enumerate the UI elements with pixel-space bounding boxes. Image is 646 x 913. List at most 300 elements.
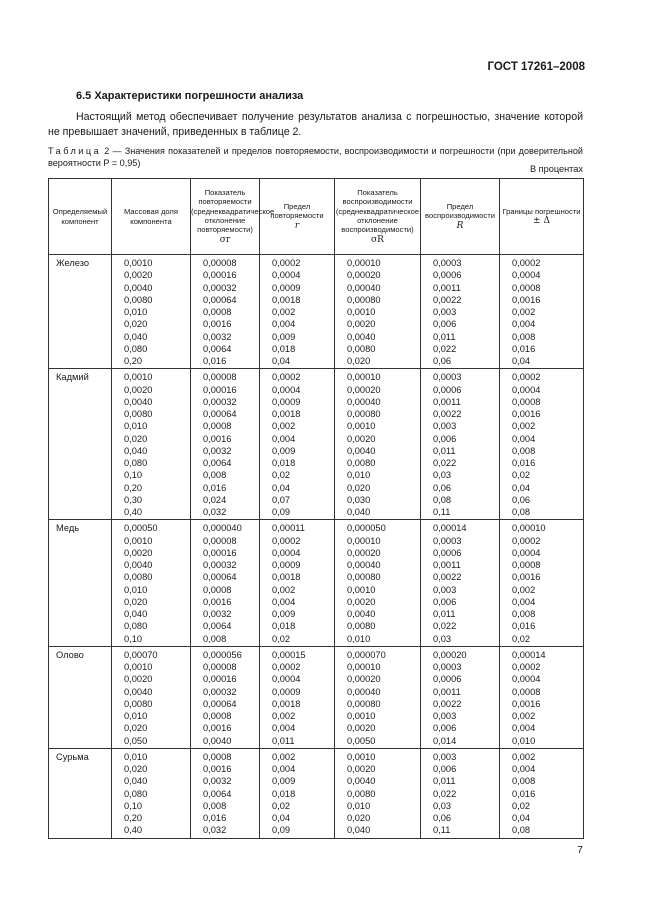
value: 0,0009 [272,282,301,293]
value: 0,09 [272,507,291,517]
value: 0,010 [124,421,148,432]
value: 0,0016 [203,319,232,330]
reproducibility-limit-cell [421,646,500,748]
repeatability-sd-cell [191,748,260,838]
value: 0,020 [124,723,148,734]
value: 0,020 [124,596,148,607]
error-bounds-cell [500,255,584,369]
repeatability-sd-cell [191,646,260,748]
value: 0,00064 [203,409,237,419]
component-cell [49,255,112,369]
value: 0,0022 [433,294,462,305]
value: 0,00032 [203,396,237,407]
value: 0,004 [512,764,536,774]
value: 0,20 [124,482,143,493]
value: 0,040 [347,507,371,517]
value: 0,0080 [124,698,153,709]
value: 0,032 [203,507,227,517]
table-header-row [49,179,584,255]
value: 0,00008 [203,372,237,383]
value: 0,04 [272,356,291,366]
value: 0,0020 [347,723,376,734]
value: 0,030 [347,494,371,505]
value: 0,016 [203,356,227,366]
value: 0,11 [433,825,451,836]
value: 0,11 [433,507,451,517]
value: 0,09 [272,825,291,836]
value: 0,010 [124,711,148,721]
value: 0,010 [347,800,371,811]
value: 0,0040 [124,396,153,407]
value: 0,04 [272,813,291,823]
header-repeatability-limit-symbol: r [294,220,300,231]
value: 0,0004 [272,384,301,395]
value: 0,06 [433,356,452,366]
value: 0,10 [124,633,143,644]
value: 0,0006 [433,547,462,558]
value: 0,0004 [512,270,541,281]
value: 0,00008 [203,535,237,546]
value: 0,020 [124,433,148,444]
value: 0,02 [512,470,531,481]
component-cell [49,369,112,520]
header-mass-fraction [112,179,191,255]
value: 0,006 [433,433,457,444]
reproducibility-sd-cell [335,646,421,748]
error-bounds-cell [500,369,584,520]
table-units: В процентах [529,164,583,174]
value: 0,002 [272,711,296,721]
value: 0,0010 [124,258,153,268]
mass-fraction-cell [112,748,191,838]
value: 0,008 [203,470,227,481]
value: 0,0080 [347,458,376,468]
value: 0,080 [124,621,148,632]
value: 0,010 [347,633,371,644]
value: 0,0020 [124,674,153,685]
value: 0,020 [347,356,371,366]
value: 0,00020 [347,674,381,685]
reproducibility-sd-cell [335,748,421,838]
value: 0,00010 [347,258,381,268]
value: 0,003 [433,584,457,595]
intro-paragraph: Настоящий метод обеспечивает получение результатов анализа с погрешностью, значение которой не превышает значений, приведенных в таблице 2. [48,111,583,138]
value: 0,0009 [272,686,301,697]
value: 0,08 [512,507,531,517]
value: 0,02 [272,800,291,811]
value: 0,0020 [347,764,376,774]
header-reproducibility-limit-symbol: R [456,220,464,231]
value: 0,040 [347,825,371,836]
error-bounds-cell [500,748,584,838]
value: 0,011 [433,609,456,619]
value: 0,002 [272,751,296,762]
value: 0,002 [512,711,536,721]
component-name: Медь [56,523,80,534]
mass-fraction-cell [112,255,191,369]
value: 0,0018 [272,698,301,709]
table-row [49,646,584,748]
value: 0,0050 [347,735,376,746]
value: 0,008 [512,445,536,456]
value: 0,03 [433,633,452,644]
value: 0,040 [124,609,148,619]
value: 0,0032 [203,776,232,787]
value: 0,0004 [272,674,301,685]
value: 0,0002 [512,372,541,383]
value: 0,00080 [347,294,381,305]
value: 0,018 [272,458,296,468]
value: 0,0008 [203,584,232,595]
value: 0,010 [124,751,148,762]
value: 0,004 [512,433,536,444]
value: 0,0080 [347,621,376,632]
reproducibility-limit-cell [421,369,500,520]
header-reproducibility-limit [421,179,500,255]
header-reproducibility-sd-symbol: σR [371,234,384,245]
table-row [49,369,584,520]
value: 0,00080 [347,572,381,583]
value: 0,0016 [203,723,232,734]
value: 0,06 [433,482,452,493]
value: 0,003 [433,711,457,721]
header-repeatability-limit [260,179,335,255]
value: 0,002 [512,307,536,317]
value: 0,0008 [203,751,232,762]
header-component-text: Определяемый компонент [52,207,108,226]
section-title: 6.5 Характеристики погрешности анализа [76,90,304,102]
value: 0,02 [272,470,291,481]
value: 0,0040 [124,282,153,293]
value: 0,10 [124,800,143,811]
value: 0,0018 [272,572,301,583]
value: 0,00080 [347,409,381,419]
value: 0,0016 [203,596,232,607]
value: 0,0008 [512,560,541,570]
value: 0,0002 [512,535,541,546]
value: 0,0004 [512,547,541,558]
table-body [49,255,584,839]
reproducibility-limit-cell [421,255,500,369]
value: 0,006 [433,319,457,330]
table-row [49,748,584,838]
value: 0,0003 [433,258,462,268]
value: 0,00020 [347,384,381,395]
value: 0,0003 [433,662,462,672]
value: 0,016 [203,813,227,823]
value: 0,002 [512,584,536,595]
value: 0,02 [272,633,291,644]
value: 0,40 [124,507,143,517]
reproducibility-limit-cell [421,520,500,647]
value: 0,018 [272,621,296,632]
value: 0,00011 [272,523,305,534]
header-reproducibility-sd [335,179,421,255]
value: 0,00032 [203,686,237,697]
value: 0,0004 [272,547,301,558]
value: 0,30 [124,494,143,505]
value: 0,002 [272,421,296,432]
value: 0,014 [433,735,457,746]
value: 0,04 [512,482,531,493]
value: 0,009 [272,331,296,342]
value: 0,0008 [512,282,541,293]
value: 0,0016 [512,294,541,305]
value: 0,03 [433,470,452,481]
value: 0,0080 [124,409,153,419]
value: 0,020 [347,813,371,823]
value: 0,00032 [203,282,237,293]
value: 0,008 [512,331,536,342]
reproducibility-sd-cell [335,255,421,369]
value: 0,00064 [203,698,237,709]
value: 0,04 [272,482,291,493]
value: 0,002 [512,421,536,432]
value: 0,0020 [124,384,153,395]
value: 0,03 [433,800,452,811]
value: 0,08 [512,825,531,836]
value: 0,0080 [347,788,376,799]
header-mass-fraction-text: Массовая доля компонента [124,207,178,226]
value: 0,0040 [347,445,376,456]
value: 0,020 [124,319,148,330]
table-caption [48,145,583,170]
value: 0,00032 [203,560,237,570]
value: 0,00040 [347,282,381,293]
value: 0,0008 [512,396,541,407]
repeatability-limit-cell [260,255,335,369]
value: 0,00040 [347,396,381,407]
value: 0,0011 [433,282,461,293]
repeatability-limit-cell [260,646,335,748]
mass-fraction-cell [112,646,191,748]
value: 0,006 [433,764,457,774]
value: 0,0006 [433,384,462,395]
value: 0,000040 [203,523,242,534]
value: 0,009 [272,609,296,619]
value: 0,018 [272,343,296,354]
value: 0,000050 [347,523,386,534]
header-reproducibility-sd-text: Показатель воспроизводимости (среднеквадратическое отклонение воспроизводимости) [335,187,420,235]
value: 0,00040 [347,686,381,697]
value: 0,0040 [124,686,153,697]
value: 0,00020 [347,270,381,281]
value: 0,010 [347,470,371,481]
value: 0,0022 [433,409,462,419]
value: 0,0040 [347,331,376,342]
value: 0,008 [512,609,536,619]
value: 0,0008 [203,307,232,317]
value: 0,004 [272,319,296,330]
value: 0,0016 [512,698,541,709]
value: 0,0011 [433,560,461,570]
value: 0,0020 [124,547,153,558]
value: 0,00016 [203,674,237,685]
value: 0,40 [124,825,143,836]
value: 0,00064 [203,294,237,305]
value: 0,011 [433,445,456,456]
value: 0,07 [272,494,291,505]
repeatability-limit-cell [260,520,335,647]
value: 0,0009 [272,560,301,570]
value: 0,0080 [124,572,153,583]
value: 0,0064 [203,788,232,799]
component-cell [49,748,112,838]
value: 0,050 [124,735,148,746]
value: 0,000056 [203,649,242,660]
value: 0,08 [433,494,452,505]
value: 0,002 [512,751,536,762]
component-name: Кадмий [56,372,89,383]
value: 0,00070 [124,649,158,660]
value: 0,018 [272,788,296,799]
value: 0,022 [433,343,457,354]
value: 0,004 [272,723,296,734]
value: 0,06 [512,494,531,505]
value: 0,00010 [512,523,546,534]
value: 0,0020 [347,596,376,607]
value: 0,00010 [347,535,381,546]
value: 0,00010 [347,372,381,383]
value: 0,00080 [347,698,381,709]
value: 0,020 [124,764,148,774]
value: 0,0016 [203,764,232,774]
value: 0,0004 [272,270,301,281]
value: 0,0006 [433,270,462,281]
value: 0,0020 [347,319,376,330]
value: 0,0022 [433,572,462,583]
value: 0,0020 [124,270,153,281]
value: 0,00008 [203,662,237,672]
value: 0,0064 [203,343,232,354]
reproducibility-sd-cell [335,369,421,520]
value: 0,0010 [347,711,376,721]
value: 0,011 [272,735,295,746]
value: 0,0018 [272,294,301,305]
value: 0,0008 [203,421,232,432]
value: 0,0011 [433,396,461,407]
value: 0,00050 [124,523,158,534]
value: 0,0040 [347,776,376,787]
value: 0,040 [124,776,148,787]
mass-fraction-cell [112,520,191,647]
value: 0,016 [512,788,536,799]
header-error-bounds-symbol: ± Δ [533,216,550,226]
value: 0,0080 [124,294,153,305]
value: 0,00016 [203,270,237,281]
value: 0,006 [433,723,457,734]
value: 0,003 [433,751,457,762]
value: 0,0010 [124,662,153,672]
repeatability-limit-cell [260,748,335,838]
value: 0,0006 [433,674,462,685]
repeatability-sd-cell [191,255,260,369]
header-reproducibility-limit-text: Предел воспроизводимости [425,201,495,221]
value: 0,0018 [272,409,301,419]
value: 0,011 [433,331,456,342]
mass-fraction-cell [112,369,191,520]
value: 0,0008 [203,711,232,721]
value: 0,008 [203,633,227,644]
value: 0,016 [512,621,536,632]
value: 0,011 [433,776,456,787]
value: 0,004 [512,319,536,330]
table-row [49,520,584,647]
value: 0,06 [433,813,452,823]
value: 0,0032 [203,445,232,456]
component-cell [49,520,112,647]
value: 0,02 [512,800,531,811]
value: 0,0011 [433,686,461,697]
repeatability-sd-cell [191,520,260,647]
value: 0,00064 [203,572,237,583]
value: 0,0016 [203,433,232,444]
table-row [49,255,584,369]
value: 0,0010 [347,584,376,595]
value: 0,02 [512,633,531,644]
value: 0,0016 [512,409,541,419]
value: 0,20 [124,813,143,823]
value: 0,0010 [347,307,376,317]
value: 0,0002 [272,662,301,672]
value: 0,0009 [272,396,301,407]
header-repeatability-limit-text: Предел повторяемости [270,201,324,221]
component-name: Железо [56,258,90,268]
value: 0,016 [512,458,536,468]
document-standard-number: ГОСТ 17261–2008 [487,61,585,73]
value: 0,04 [512,813,531,823]
error-bounds-cell [500,646,584,748]
value: 0,003 [433,421,457,432]
value: 0,008 [512,776,536,787]
value: 0,00040 [347,560,381,570]
value: 0,004 [512,596,536,607]
value: 0,00014 [433,523,467,534]
value: 0,009 [272,445,296,456]
value: 0,008 [203,800,227,811]
header-repeatability-sd-text: Показатель повторяемости (среднеквадратическое отклонение повторяемости) [191,187,275,235]
value: 0,040 [124,445,148,456]
error-bounds-cell [500,520,584,647]
header-repeatability-sd [191,179,275,255]
value: 0,006 [433,596,457,607]
page-number: 7 [577,844,583,856]
component-cell [49,646,112,748]
value: 0,00016 [203,384,237,395]
header-repeatability-sd-symbol: σr [219,234,231,245]
value: 0,010 [124,584,148,595]
value: 0,010 [124,307,148,317]
table-caption-text: 2 — Значения показателей и пределов повторяемости, воспроизводимости и погрешности (при доверительной вероятности P = 0,95) [48,146,583,169]
header-error-bounds [500,179,584,255]
value: 0,004 [272,764,296,774]
error-characteristics-table [48,178,584,839]
value: 0,022 [433,458,457,468]
value: 0,022 [433,621,457,632]
value: 0,0003 [433,372,462,383]
header-component [49,179,112,255]
value: 0,004 [272,433,296,444]
value: 0,00008 [203,258,237,268]
value: 0,0040 [124,560,153,570]
value: 0,0022 [433,698,462,709]
value: 0,0004 [512,674,541,685]
value: 0,016 [203,482,227,493]
repeatability-sd-cell [191,369,260,520]
value: 0,0032 [203,331,232,342]
value: 0,0002 [272,258,301,268]
value: 0,0032 [203,609,232,619]
